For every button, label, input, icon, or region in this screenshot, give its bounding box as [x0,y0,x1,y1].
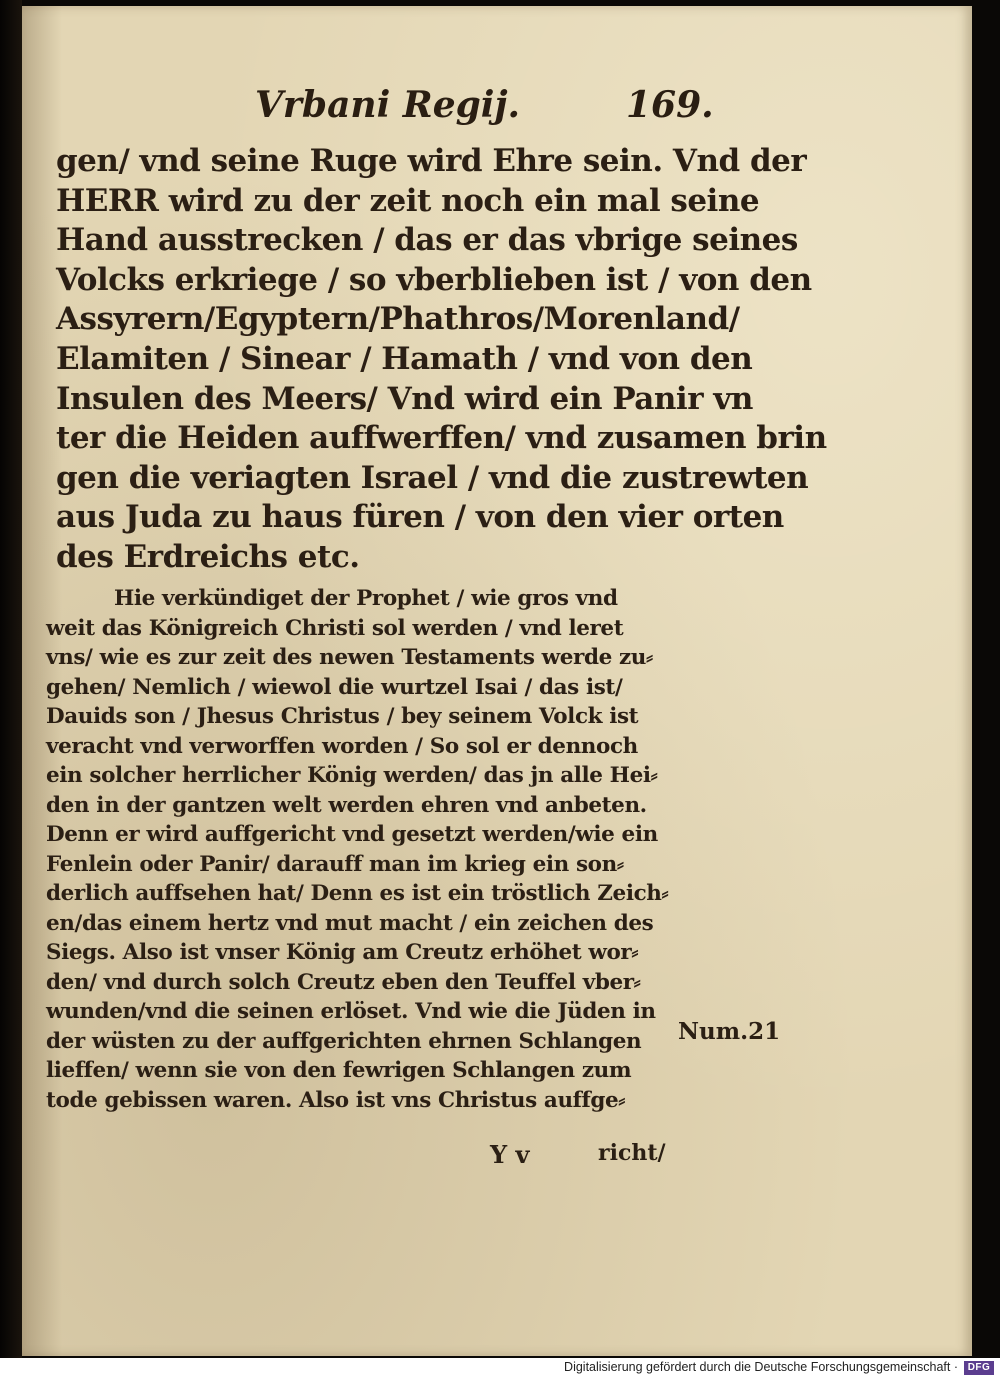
text-line: weit das Königreich Christi sol werden / vnd leret [46,615,624,641]
marginal-note: Num.21 [678,1018,781,1045]
text-line: Insulen des Meers/ Vnd wird ein Panir vn [56,380,753,417]
text-line: HERR wird zu der zeit noch ein mal seine [56,182,760,219]
text-line: wunden/vnd die seinen erlöset. Vnd wie die Jüden in [46,999,656,1024]
text-line: Hand ausstrecken / das er das vbrige seines [56,222,798,259]
text-line: vns/ wie es zur zeit des newen Testaments werde zu⸗ [46,645,653,670]
text-line: Elamiten / Sinear / Hamath / vnd von den [56,340,753,377]
commentary-text [46,584,686,1115]
text-line: den in der gantzen welt werden ehren vnd anbeten. [46,792,647,818]
funding-credit: Digitalisierung gefördert durch die Deutsche Forschungsgemeinschaft · [564,1360,958,1374]
text-line: Hie verkündiget der Prophet / wie gros vnd [114,586,618,611]
text-line: Dauids son / Jhesus Christus / bey seinem Volck ist [46,704,639,729]
text-line: gen die veriagten Israel / vnd die zustrewten [56,459,809,496]
running-title: Vrbani Regij. [255,84,521,126]
text-line: gehen/ Nemlich / wiewol die wurtzel Isai / das ist/ [46,674,623,700]
dfg-logo-icon: DFG [964,1361,994,1375]
text-line: aus Juda zu haus füren / von den vier orten [56,499,784,536]
text-line: gen/ vnd seine Ruge wird Ehre sein. Vnd der [56,143,807,179]
footer-bar [0,1358,1000,1379]
text-line: tode gebissen waren. Also ist vns Christus auffge⸗ [46,1087,626,1113]
text-line: Assyrern/Egyptern/Phathros/Morenland/ [56,301,740,338]
text-line: veracht vnd verworffen worden / So sol er dennoch [46,733,638,759]
text-line: den/ vnd durch solch Creutz eben den Teuffel vber⸗ [46,969,641,995]
page-number: 169. [626,84,714,126]
book-gutter [0,0,22,1379]
text-line: ein solcher herrlicher König werden/ das jn alle Hei⸗ [46,763,658,788]
text-line: derlich auffsehen hat/ Denn es ist ein tröstlich Zeich⸗ [46,881,669,906]
signature-mark: Y v [490,1140,530,1169]
page-header [0,84,1000,134]
text-line: Siegs. Also ist vnser König am Creutz erhöhet wor⸗ [46,940,639,965]
text-line: Volcks erkriege / so vberblieben ist / von den [56,261,812,298]
text-line: Denn er wird auffgericht vnd gesetzt werden/wie ein [46,822,658,847]
catchword: richt/ [598,1140,666,1166]
text-line: Fenlein oder Panir/ darauff man im krieg ein son⸗ [46,851,624,877]
text-line: lieffen/ wenn sie von den fewrigen Schlangen zum [46,1058,632,1083]
main-text-large [56,142,827,578]
text-line: der wüsten zu der auffgerichten ehrnen Schlangen [46,1028,642,1054]
text-line: en/das einem hertz vnd mut macht / ein zeichen des [46,910,654,936]
text-line: ter die Heiden auffwerffen/ vnd zusamen brin [56,420,827,457]
text-line: des Erdreichs etc. [56,538,360,575]
